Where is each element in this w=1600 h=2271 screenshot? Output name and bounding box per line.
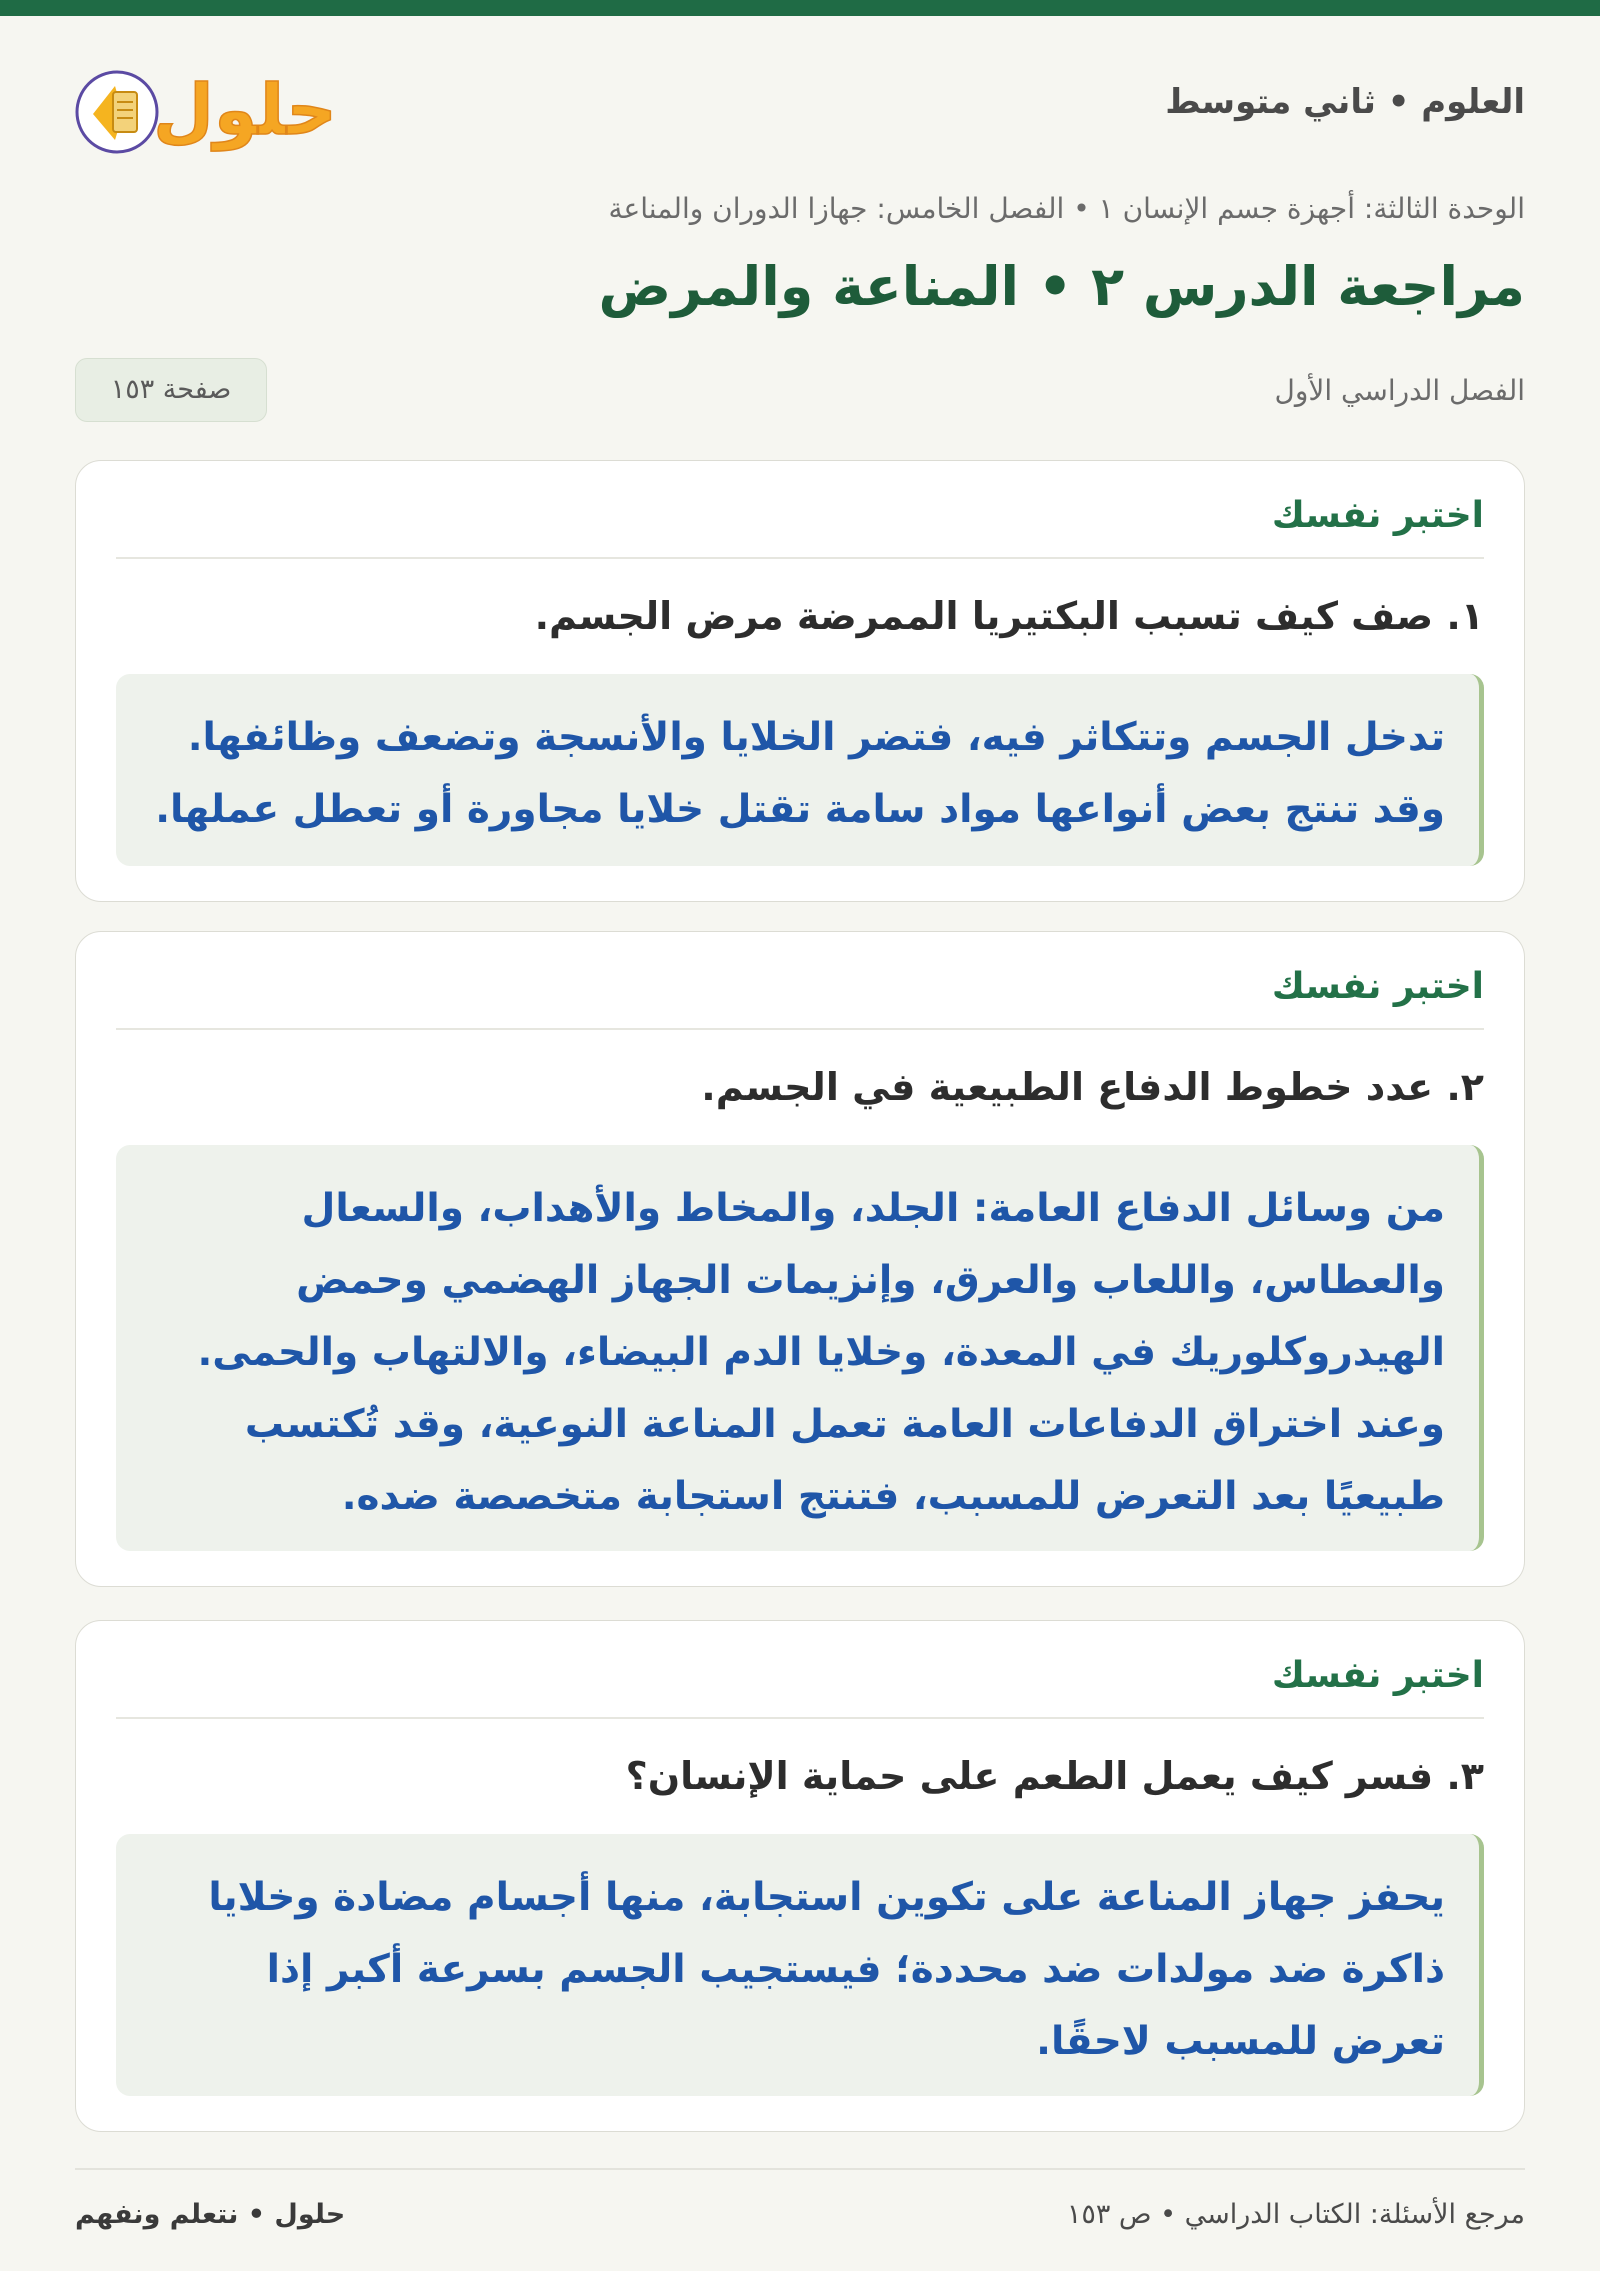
footer-brand: حلول • نتعلم ونفهم (75, 2199, 346, 2230)
subject-grade: العلوم • ثاني متوسط (1165, 82, 1525, 122)
answer-line: تعرض للمسبب لاحقًا. (1036, 2019, 1445, 2064)
card-divider (116, 557, 1484, 559)
answer-line: وقد تنتج بعض أنواعها مواد سامة تقتل خلايا مجاورة أو تعطل عملها. (155, 787, 1445, 832)
answer-line: من وسائل الدفاع العامة: الجلد، والمخاط والأهداب، والسعال (301, 1186, 1445, 1231)
answer-line: يحفز جهاز المناعة على تكوين استجابة، منها أجسام مضادة وخلايا (208, 1875, 1445, 1920)
answer-box (116, 1145, 1484, 1551)
question-text: ٢. عدد خطوط الدفاع الطبيعية في الجسم. (701, 1065, 1484, 1109)
book-badge-icon (75, 62, 335, 158)
card-divider (116, 1028, 1484, 1030)
card-label: اختبر نفسك (1271, 495, 1484, 536)
footer-divider (75, 2168, 1525, 2170)
top-accent-bar (0, 0, 1600, 16)
answer-line: الهيدروكلوريك في المعدة، وخلايا الدم البيضاء، والالتهاب والحمى. (197, 1330, 1445, 1375)
answer-line: طبيعيًا بعد التعرض للمسبب، فتنتج استجابة متخصصة ضده. (341, 1474, 1445, 1519)
card-label: اختبر نفسك (1271, 1655, 1484, 1696)
page-header (75, 62, 1525, 158)
footer-reference: مرجع الأسئلة: الكتاب الدراسي • ص ١٥٣ (1066, 2199, 1525, 2230)
semester-label: الفصل الدراسي الأول (1274, 374, 1525, 407)
logo-wordmark: حلول (153, 69, 335, 151)
answer-box (116, 674, 1484, 866)
unit-chapter-line: الوحدة الثالثة: أجهزة جسم الإنسان ١ • الفصل الخامس: جهازا الدوران والمناعة (608, 192, 1525, 225)
card-label: اختبر نفسك (1271, 966, 1484, 1007)
page-number-badge: صفحة ١٥٣ (75, 358, 267, 422)
answer-line: ذاكرة ضد مولدات ضد محددة؛ فيستجيب الجسم بسرعة أكبر إذا (266, 1947, 1445, 1992)
question-card-1 (75, 460, 1525, 902)
answer-line: والعطاس، واللعاب والعرق، وإنزيمات الجهاز الهضمي وحمض (296, 1258, 1445, 1303)
hulul-logo (75, 62, 335, 158)
question-text: ١. صف كيف تسبب البكتيريا الممرضة مرض الجسم. (534, 594, 1484, 638)
question-text: ٣. فسر كيف يعمل الطعم على حماية الإنسان؟ (625, 1754, 1484, 1798)
question-card-3 (75, 1620, 1525, 2132)
card-divider (116, 1717, 1484, 1719)
answer-box (116, 1834, 1484, 2096)
answer-line: وعند اختراق الدفاعات العامة تعمل المناعة النوعية، وقد تُكتسب (244, 1402, 1445, 1447)
answer-line: تدخل الجسم وتتكاثر فيه، فتضر الخلايا والأنسجة وتضعف وظائفها. (187, 715, 1445, 760)
question-card-2 (75, 931, 1525, 1587)
lesson-title: مراجعة الدرس ٢ • المناعة والمرض (598, 255, 1525, 318)
